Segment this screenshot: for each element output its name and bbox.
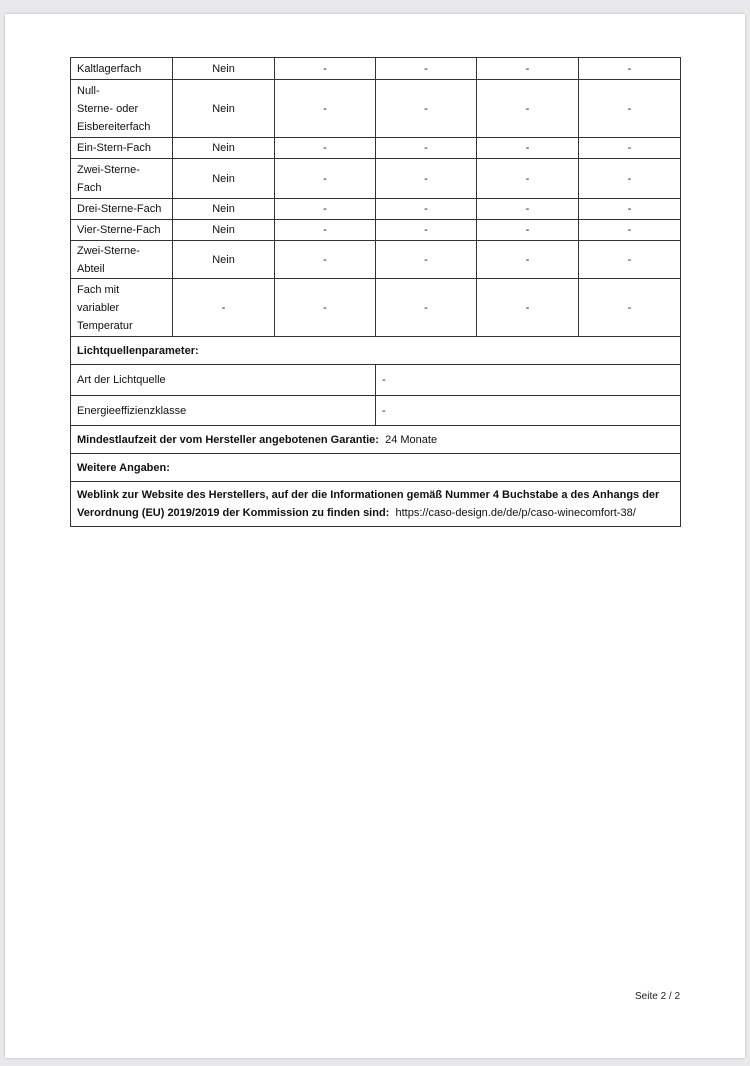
table-cell: - bbox=[376, 220, 477, 241]
table-cell: - bbox=[579, 80, 681, 138]
table-row bbox=[71, 220, 681, 241]
more-info-heading: Weitere Angaben: bbox=[71, 454, 681, 482]
table-row bbox=[71, 199, 681, 220]
energy-class-value: - bbox=[376, 396, 681, 426]
table-cell: - bbox=[376, 138, 477, 159]
compartment-label: Kaltlagerfach bbox=[71, 58, 173, 80]
table-cell: - bbox=[477, 80, 579, 138]
document-page bbox=[5, 14, 745, 1058]
table-cell: - bbox=[275, 138, 376, 159]
table-cell: - bbox=[376, 80, 477, 138]
table-cell: - bbox=[173, 279, 275, 337]
compartment-label: Ein-Stern-Fach bbox=[71, 138, 173, 159]
compartment-table bbox=[70, 57, 681, 527]
table-cell: Nein bbox=[173, 199, 275, 220]
table-row bbox=[71, 279, 681, 337]
warranty-row bbox=[71, 426, 681, 454]
table-cell: Nein bbox=[173, 80, 275, 138]
table-cell: - bbox=[579, 199, 681, 220]
table-cell: - bbox=[579, 220, 681, 241]
table-cell: - bbox=[579, 58, 681, 80]
footer-rows bbox=[71, 337, 681, 527]
warranty-label: Mindestlaufzeit der vom Hersteller angebotenen Garantie: bbox=[77, 433, 379, 446]
table-cell: - bbox=[477, 220, 579, 241]
table-cell: - bbox=[477, 138, 579, 159]
weblink-url[interactable]: https://caso-design.de/de/p/caso-winecomfort-38/ bbox=[395, 507, 636, 519]
table-cell: Nein bbox=[173, 58, 275, 80]
table-cell: - bbox=[477, 199, 579, 220]
table-cell: - bbox=[579, 138, 681, 159]
compartment-label: Drei-Sterne-Fach bbox=[71, 199, 173, 220]
compartment-label: Fach mit variabler Temperatur bbox=[71, 279, 173, 337]
page-number: Seite 2 / 2 bbox=[635, 991, 681, 1002]
table-cell: - bbox=[275, 159, 376, 199]
table-cell: - bbox=[275, 80, 376, 138]
table-row bbox=[71, 58, 681, 80]
table-cell: - bbox=[275, 220, 376, 241]
table-cell: - bbox=[477, 159, 579, 199]
table-cell: - bbox=[275, 199, 376, 220]
table-cell: - bbox=[477, 58, 579, 80]
table-cell: - bbox=[376, 58, 477, 80]
compartment-label: Vier-Sterne-Fach bbox=[71, 220, 173, 241]
light-heading: Lichtquellenparameter: bbox=[71, 337, 681, 365]
compartment-label: Null- Sterne- oder Eisbereiterfach bbox=[71, 80, 173, 138]
table-cell: - bbox=[376, 159, 477, 199]
compartment-rows bbox=[71, 58, 681, 337]
table-row bbox=[71, 241, 681, 279]
table-cell: - bbox=[376, 279, 477, 337]
table-cell: - bbox=[275, 58, 376, 80]
light-type-value: - bbox=[376, 365, 681, 396]
table-row bbox=[71, 80, 681, 138]
table-cell: - bbox=[477, 279, 579, 337]
light-type-label: Art der Lichtquelle bbox=[71, 365, 376, 396]
table-row bbox=[71, 138, 681, 159]
table-cell: - bbox=[579, 241, 681, 279]
table-cell: Nein bbox=[173, 159, 275, 199]
table-cell: Nein bbox=[173, 241, 275, 279]
table-cell: - bbox=[376, 199, 477, 220]
warranty-value: 24 Monate bbox=[385, 433, 438, 446]
table-cell: - bbox=[579, 159, 681, 199]
table-cell: - bbox=[275, 279, 376, 337]
table-cell: Nein bbox=[173, 138, 275, 159]
weblink-row bbox=[71, 482, 681, 527]
compartment-label: Zwei-Sterne- Fach bbox=[71, 159, 173, 199]
energy-class-label: Energieeffizienzklasse bbox=[71, 396, 376, 426]
table-cell: Nein bbox=[173, 220, 275, 241]
table-cell: - bbox=[376, 241, 477, 279]
table-cell: - bbox=[477, 241, 579, 279]
compartment-label: Zwei-Sterne- Abteil bbox=[71, 241, 173, 279]
table-row bbox=[71, 159, 681, 199]
table-cell: - bbox=[579, 279, 681, 337]
table-cell: - bbox=[275, 241, 376, 279]
weblink-label: Weblink zur Website des Herstellers, auf der die Informationen gemäß Nummer 4 Buchstabe a des Anhangs der Verordnung (EU) 2019/2019 der Kommission zu finden sind: bbox=[77, 489, 660, 519]
